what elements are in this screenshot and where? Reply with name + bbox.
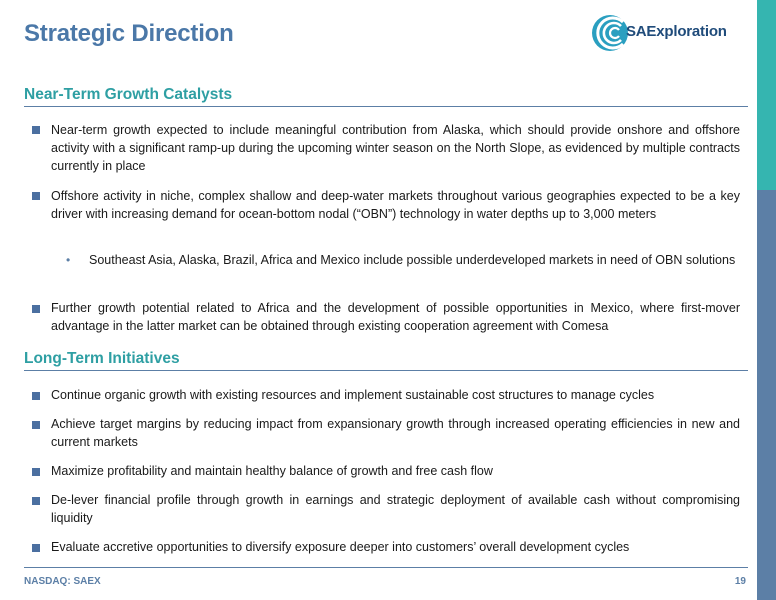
square-bullet-icon	[32, 497, 40, 505]
square-bullet-icon	[32, 544, 40, 552]
square-bullet-icon	[32, 421, 40, 429]
page-number: 19	[734, 576, 746, 587]
section-rule-long-term	[24, 370, 748, 371]
near-term-item: Near-term growth expected to include meaningful contribution from Alaska, which should provide onshore and offshore activity with a significant ramp-up during the upcoming winter season on the North Slope, as evidenced by multiple contracts currently in place	[51, 123, 740, 173]
section-heading-near-term: Near-Term Growth Catalysts	[24, 86, 233, 103]
section-rule-near-term	[24, 106, 748, 107]
square-bullet-icon	[32, 192, 40, 200]
saexploration-swirl-logo-icon	[590, 13, 630, 53]
section-heading-long-term: Long-Term Initiatives	[24, 350, 180, 367]
sub-bullet-marker: •	[66, 253, 71, 267]
square-bullet-icon	[32, 392, 40, 400]
side-rail-accent-bottom	[757, 190, 776, 600]
logo-wordmark: SAExploration	[626, 23, 727, 40]
long-term-item: Maximize profitability and maintain healthy balance of growth and free cash flow	[51, 464, 493, 478]
long-term-item: Evaluate accretive opportunities to diversify exposure deeper into customers’ overall development cycles	[51, 540, 630, 554]
square-bullet-icon	[32, 468, 40, 476]
footer-ticker: NASDAQ: SAEX	[24, 576, 101, 587]
long-term-item: De-lever financial profile through growth in earnings and strategic deployment of available cash without compromising liquidity	[51, 493, 740, 525]
near-term-item: Further growth potential related to Africa and the development of possible opportunities in Mexico, where first-mover advantage in the latter market can be obtained through existing cooperation agreement with Comesa	[51, 301, 740, 333]
near-term-sub-item: Southeast Asia, Alaska, Brazil, Africa and Mexico include possible underdeveloped markets in need of OBN solutions	[89, 253, 736, 267]
long-term-item: Achieve target margins by reducing impact from expansionary growth through increased operating efficiencies in new and current markets	[51, 417, 740, 449]
square-bullet-icon	[32, 305, 40, 313]
square-bullet-icon	[32, 126, 40, 134]
side-rail-accent-top	[757, 0, 776, 190]
near-term-item: Offshore activity in niche, complex shallow and deep-water markets throughout various geographies expected to be a key driver with increasing demand for ocean-bottom nodal (“OBN”) technology in water depths up to 3,000 meters	[51, 189, 740, 221]
long-term-item: Continue organic growth with existing resources and implement sustainable cost structures to manage cycles	[51, 388, 655, 402]
company-logo	[590, 13, 742, 53]
page-title: Strategic Direction	[24, 20, 234, 47]
footer-rule	[24, 567, 748, 568]
